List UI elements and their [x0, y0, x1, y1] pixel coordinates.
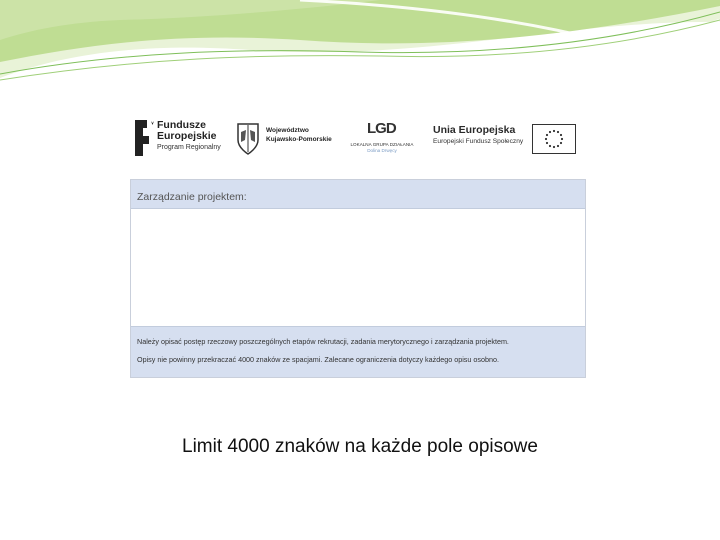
lgd-line2: Dolina Drwęcy [367, 148, 397, 153]
lgd-mark: LGD [367, 120, 396, 137]
project-management-form [130, 179, 586, 378]
fe-stars-icon [133, 118, 155, 158]
form-hint [131, 326, 585, 377]
wkp-line1: Województwo [266, 127, 309, 134]
lgd-line1: LOKALNA GRUPA DZIAŁANIA [350, 142, 414, 147]
logo-lgd [347, 112, 417, 164]
fe-line1: Fundusze [157, 119, 206, 131]
header-wave-decoration [0, 0, 720, 90]
ue-line2: Europejski Fundusz Społeczny [433, 138, 524, 145]
fe-line3: Program Regionalny [157, 144, 221, 151]
fe-line2: Europejskie [157, 130, 217, 142]
hint-line2: Opisy nie powinny przekraczać 4000 znaków ze spacjami. Zalecane ograniczenia dotyczy każdego opisu osobno. [137, 355, 499, 364]
logo-strip [130, 112, 586, 164]
logo-unia-europejska [433, 112, 533, 164]
eu-flag-icon [532, 124, 576, 154]
wkp-line2: Kujawsko-Pomorskie [266, 136, 332, 143]
project-management-textarea[interactable] [131, 209, 585, 324]
logo-wojewodztwo [236, 112, 336, 164]
hint-line1: Należy opisać postęp rzeczowy poszczególnych etapów rekrutacji, zadania merytorycznego i zarządzania projektem. [137, 337, 509, 346]
form-label: Zarządzanie projektem: [131, 180, 585, 209]
logo-fundusze-europejskie [133, 112, 233, 164]
coat-of-arms-icon [236, 122, 260, 156]
slide-caption: Limit 4000 znaków na każde pole opisowe [182, 436, 538, 457]
ue-line1: Unia Europejska [433, 124, 516, 136]
